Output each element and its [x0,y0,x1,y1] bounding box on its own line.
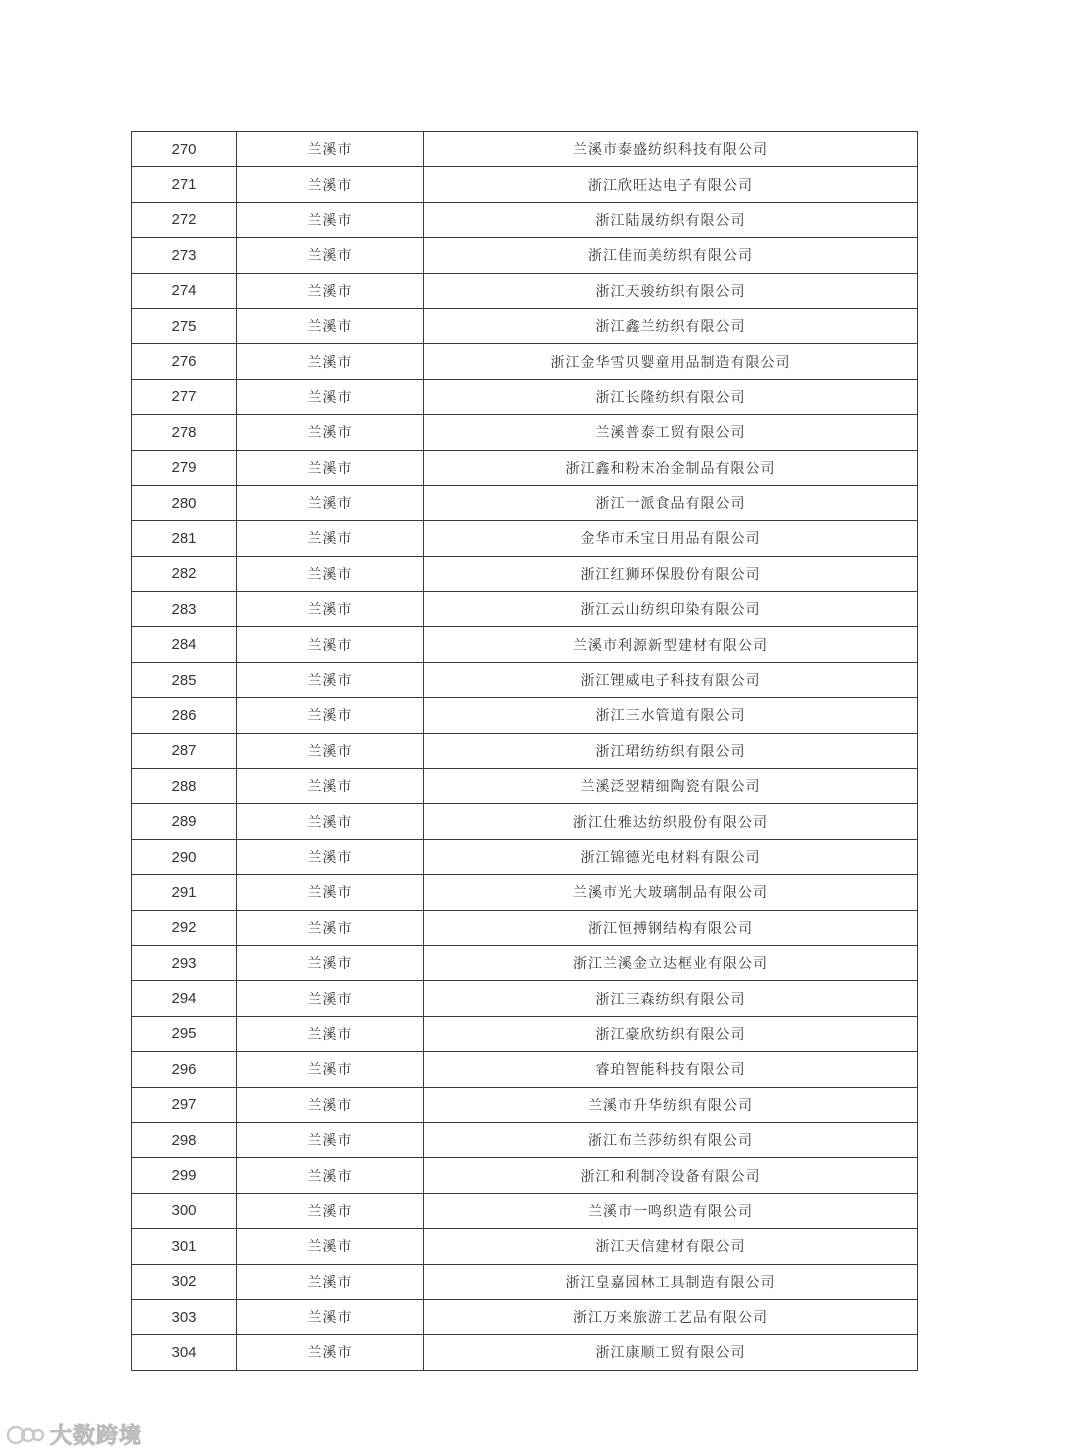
row-company-name: 浙江三水管道有限公司 [424,698,918,733]
row-number: 288 [132,769,237,804]
row-city: 兰溪市 [237,1087,424,1122]
row-city: 兰溪市 [237,875,424,910]
row-company-name: 浙江金华雪贝婴童用品制造有限公司 [424,344,918,379]
row-number: 279 [132,450,237,485]
table-row [132,238,918,273]
row-company-name: 浙江豪欣纺织有限公司 [424,1016,918,1051]
row-company-name: 兰溪泛翌精细陶瓷有限公司 [424,769,918,804]
row-city: 兰溪市 [237,132,424,167]
table-row [132,1299,918,1334]
row-city: 兰溪市 [237,662,424,697]
table-row [132,132,918,167]
row-company-name: 兰溪市光大玻璃制品有限公司 [424,875,918,910]
row-city: 兰溪市 [237,769,424,804]
row-company-name: 浙江佳而美纺织有限公司 [424,238,918,273]
row-number: 273 [132,238,237,273]
row-number: 302 [132,1264,237,1299]
row-city: 兰溪市 [237,202,424,237]
row-number: 295 [132,1016,237,1051]
row-company-name: 兰溪普泰工贸有限公司 [424,415,918,450]
row-number: 281 [132,521,237,556]
row-company-name: 浙江欣旺达电子有限公司 [424,167,918,202]
row-company-name: 兰溪市升华纺织有限公司 [424,1087,918,1122]
row-number: 284 [132,627,237,662]
table-row [132,1122,918,1157]
row-company-name: 浙江万来旅游工艺品有限公司 [424,1299,918,1334]
table-row [132,592,918,627]
row-number: 301 [132,1229,237,1264]
row-number: 285 [132,662,237,697]
row-number: 282 [132,556,237,591]
table-row [132,1229,918,1264]
table-row [132,981,918,1016]
brand-logo-icon [6,1420,46,1448]
row-number: 300 [132,1193,237,1228]
watermark-text: 大数跨境 [50,1423,143,1449]
table-row [132,698,918,733]
table-row [132,1052,918,1087]
row-city: 兰溪市 [237,698,424,733]
row-number: 293 [132,945,237,980]
row-company-name: 睿珀智能科技有限公司 [424,1052,918,1087]
row-company-name: 浙江天骏纺织有限公司 [424,273,918,308]
row-city: 兰溪市 [237,238,424,273]
table-row [132,273,918,308]
row-city: 兰溪市 [237,627,424,662]
table-row [132,627,918,662]
row-company-name: 浙江兰溪金立达框业有限公司 [424,945,918,980]
row-city: 兰溪市 [237,910,424,945]
row-city: 兰溪市 [237,945,424,980]
row-city: 兰溪市 [237,981,424,1016]
table-row [132,1193,918,1228]
row-number: 290 [132,839,237,874]
row-number: 276 [132,344,237,379]
row-company-name: 浙江布兰莎纺织有限公司 [424,1122,918,1157]
row-city: 兰溪市 [237,839,424,874]
row-company-name: 金华市禾宝日用品有限公司 [424,521,918,556]
table-row [132,344,918,379]
table-row [132,804,918,839]
table-row [132,875,918,910]
row-company-name: 浙江锂威电子科技有限公司 [424,662,918,697]
row-number: 297 [132,1087,237,1122]
row-number: 289 [132,804,237,839]
row-city: 兰溪市 [237,167,424,202]
row-city: 兰溪市 [237,1016,424,1051]
row-company-name: 浙江康顺工贸有限公司 [424,1335,918,1370]
row-number: 272 [132,202,237,237]
row-city: 兰溪市 [237,1052,424,1087]
table-row [132,308,918,343]
row-company-name: 浙江和利制冷设备有限公司 [424,1158,918,1193]
table-row [132,415,918,450]
row-number: 275 [132,308,237,343]
row-number: 287 [132,733,237,768]
row-city: 兰溪市 [237,556,424,591]
row-company-name: 浙江仕雅达纺织股份有限公司 [424,804,918,839]
row-number: 271 [132,167,237,202]
row-company-name: 兰溪市一鸣织造有限公司 [424,1193,918,1228]
row-number: 274 [132,273,237,308]
row-company-name: 浙江鑫和粉末冶金制品有限公司 [424,450,918,485]
row-company-name: 浙江鑫兰纺织有限公司 [424,308,918,343]
row-city: 兰溪市 [237,379,424,414]
row-city: 兰溪市 [237,415,424,450]
row-company-name: 浙江皇嘉园林工具制造有限公司 [424,1264,918,1299]
row-city: 兰溪市 [237,733,424,768]
table-row [132,1016,918,1051]
row-city: 兰溪市 [237,1264,424,1299]
table-row [132,1158,918,1193]
row-company-name: 浙江天信建材有限公司 [424,1229,918,1264]
row-number: 291 [132,875,237,910]
row-city: 兰溪市 [237,485,424,520]
row-number: 278 [132,415,237,450]
table-row [132,1335,918,1370]
row-city: 兰溪市 [237,521,424,556]
row-city: 兰溪市 [237,344,424,379]
row-company-name: 浙江锦德光电材料有限公司 [424,839,918,874]
row-company-name: 浙江一派食品有限公司 [424,485,918,520]
row-number: 294 [132,981,237,1016]
row-company-name: 兰溪市利源新型建材有限公司 [424,627,918,662]
row-city: 兰溪市 [237,1122,424,1157]
table-row [132,733,918,768]
table-row [132,556,918,591]
row-city: 兰溪市 [237,450,424,485]
row-company-name: 浙江长隆纺织有限公司 [424,379,918,414]
row-number: 280 [132,485,237,520]
row-number: 277 [132,379,237,414]
table-row [132,945,918,980]
row-city: 兰溪市 [237,1299,424,1334]
table-row [132,485,918,520]
row-city: 兰溪市 [237,592,424,627]
row-city: 兰溪市 [237,1335,424,1370]
row-company-name: 浙江三森纺织有限公司 [424,981,918,1016]
company-list-table [131,131,918,1371]
table-row [132,521,918,556]
table-row [132,202,918,237]
table-row [132,1087,918,1122]
table-row [132,839,918,874]
row-number: 298 [132,1122,237,1157]
row-number: 283 [132,592,237,627]
table-row [132,167,918,202]
row-company-name: 浙江恒搏钢结构有限公司 [424,910,918,945]
table-row [132,379,918,414]
table-body [132,132,918,1371]
row-city: 兰溪市 [237,308,424,343]
row-number: 286 [132,698,237,733]
row-city: 兰溪市 [237,273,424,308]
table-row [132,910,918,945]
row-number: 296 [132,1052,237,1087]
row-company-name: 浙江珺纺纺织有限公司 [424,733,918,768]
row-number: 304 [132,1335,237,1370]
row-company-name: 兰溪市泰盛纺织科技有限公司 [424,132,918,167]
table-row [132,662,918,697]
table-row [132,1264,918,1299]
row-number: 270 [132,132,237,167]
row-number: 303 [132,1299,237,1334]
row-company-name: 浙江陆晟纺织有限公司 [424,202,918,237]
row-number: 292 [132,910,237,945]
row-city: 兰溪市 [237,804,424,839]
row-company-name: 浙江红狮环保股份有限公司 [424,556,918,591]
row-company-name: 浙江云山纺织印染有限公司 [424,592,918,627]
table-row [132,450,918,485]
row-number: 299 [132,1158,237,1193]
row-city: 兰溪市 [237,1158,424,1193]
row-city: 兰溪市 [237,1193,424,1228]
table-row [132,769,918,804]
row-city: 兰溪市 [237,1229,424,1264]
watermark [6,1418,142,1450]
